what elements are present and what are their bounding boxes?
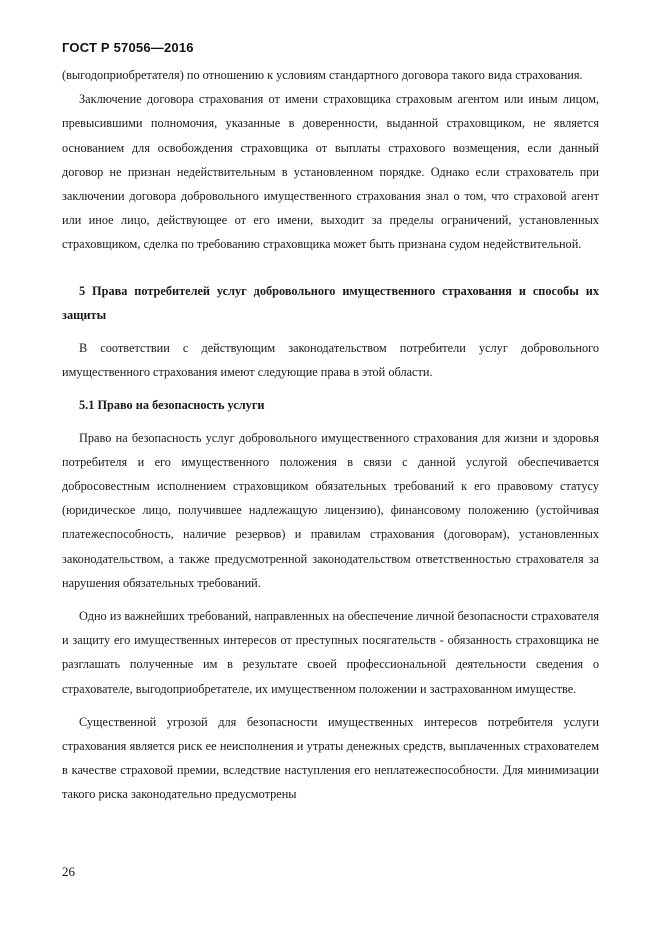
page-number: 26 [62,864,75,879]
paragraph-insolvency-risk: Существенной угрозой для безопасности имущественных интересов потребителя услуги страхования является риск ее неисполнения и утраты денежных средств, выплаченных страхователем в качестве страховой премии, вследствие наступления его неплатежеспособности. Для минимизации такого риска законодательно предусмотрены [62,714,599,802]
paragraph-confidentiality: Одно из важнейших требований, направленных на обеспечение личной безопасности страхователя и защиту его имущественных интересов от преступных посягательств - обязанность страховщика не разглашать полученные им в результате своей профессиональной деятельности сведения о страхователе, выгодоприобретателе, их имущественном положении и застрахованном имуществе. [62,609,599,696]
document-header: ГОСТ Р 57056—2016 [62,40,194,55]
paragraph-continuation: (выгодоприобретателя) по отношению к условиям стандартного договора такого вида страхования. [62,68,583,82]
paragraph-agent-authority: Заключение договора страхования от имени страховщика страховым агентом или иным лицом, превысившими полномочия, указанные в доверенности, выданной страховщиком, не является основанием для освобождения страховщика от выплаты страхового возмещения, если данный договор не признан недействительным в установленном порядке. Однако если страхователь при заключении договора добровольного имущественного страхования знал о том, что страховой агент или иное лицо, действующее от его имени, выходит за пределы ограничений, установленных страховщиком, сделка по требованию страховщика может быть признана судом недействительной. [62,92,599,252]
paragraph-safety-right: Право на безопасность услуг добровольного имущественного страхования для жизни и здоровья потребителя и его имущественного положения в связи с данной услугой обеспечивается добросовестным исполнением страховщиком обязательных требований к его правовому статусу (юридическое лицо, получившее надлежащую лицензию), финансовому положению (устойчивая платежеспособность, наличие резервов) и правилам страхования (договорам), установленных законодательством, а также предусмотренной законодательством ответственностью страхователя за нарушения обязательных требований. [62,430,599,590]
document-body [62,63,599,807]
paragraph-consumer-rights: В соответствии с действующим законодательством потребители услуг добровольного имущественного страхования имеют следующие права в этой области. [62,341,599,380]
section-heading-5: 5 Права потребителей услуг добровольного имущественного страхования и способы их защиты [62,283,599,322]
subsection-heading-5-1: 5.1 Право на безопасность услуги [79,398,265,413]
